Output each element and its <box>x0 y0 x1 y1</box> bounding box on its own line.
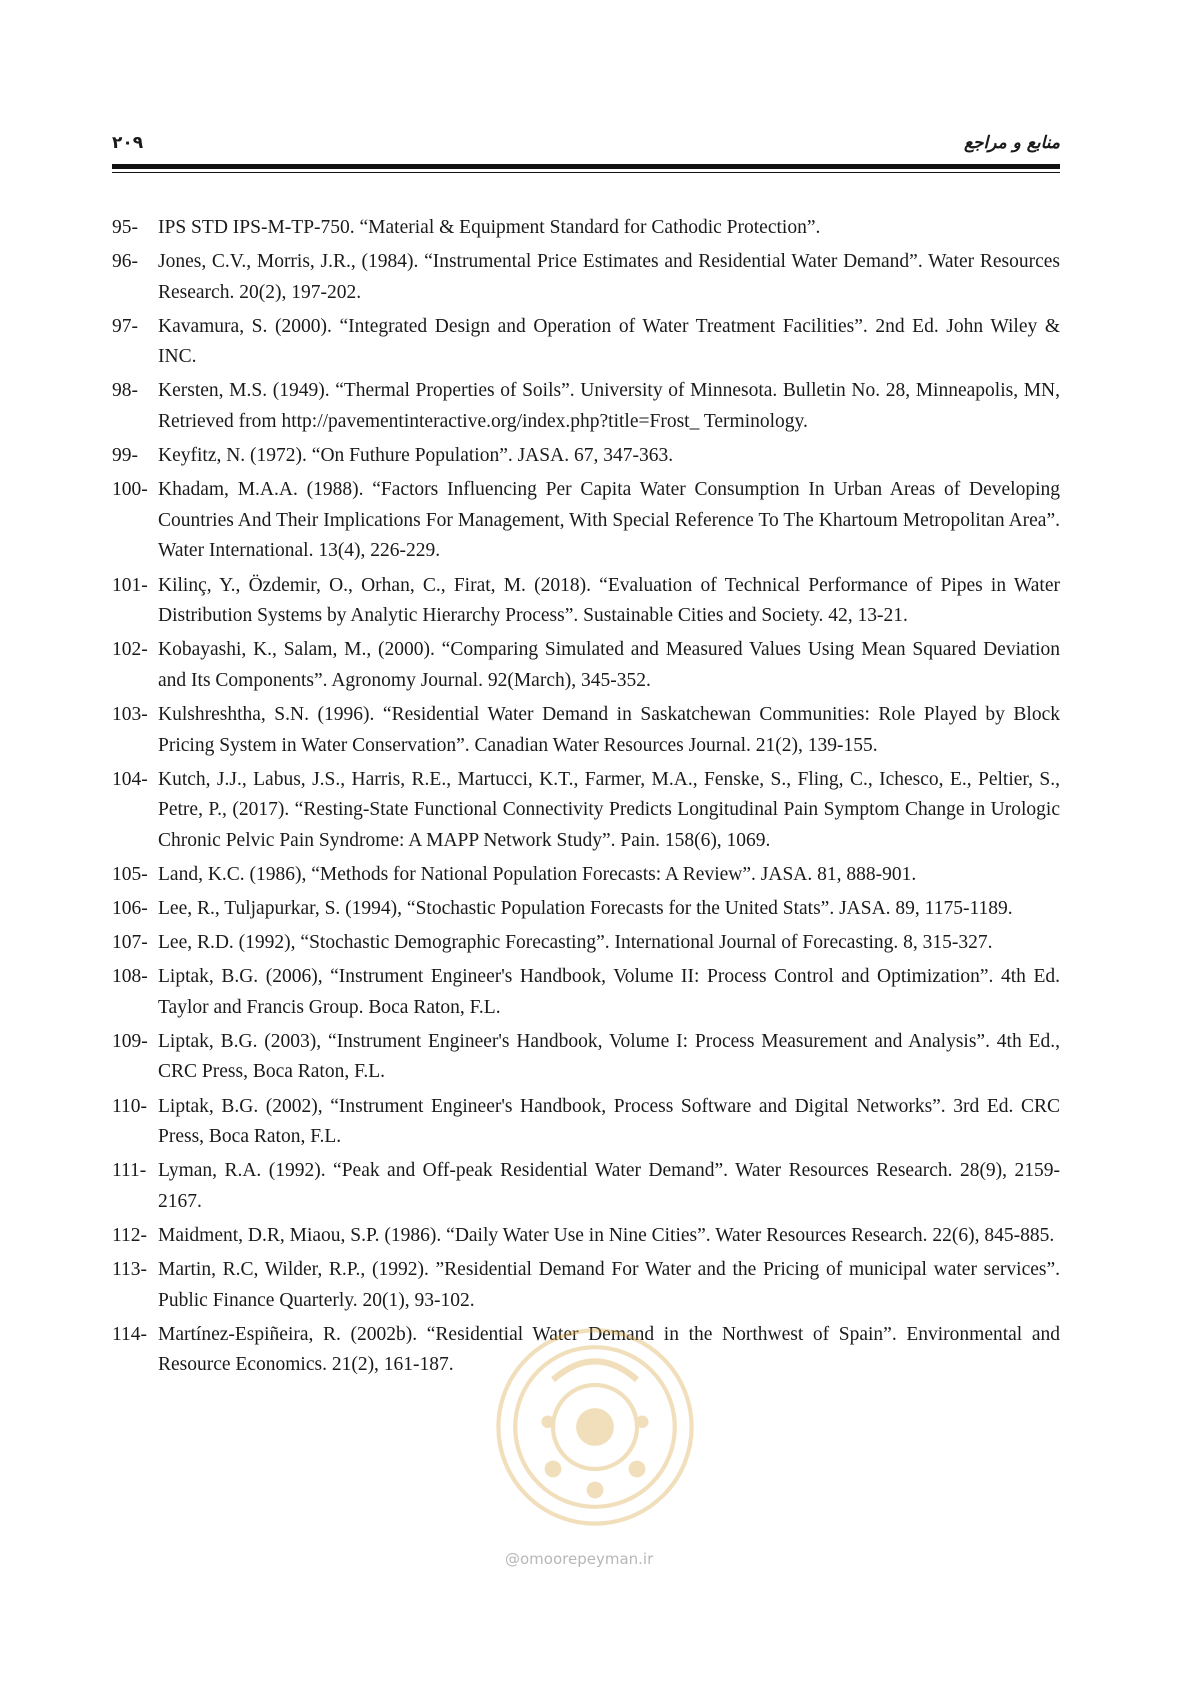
reference-item <box>112 571 1060 632</box>
reference-number: 102- <box>112 639 148 661</box>
watermark-url-text: omoorepeyman.ir <box>520 1550 654 1568</box>
reference-number: 108- <box>112 966 148 988</box>
reference-text: Lee, R., Tuljapurkar, S. (1994), “Stochastic Population Forecasts for the United Stats”. JASA. 89, 1175-1189. <box>158 897 1013 919</box>
reference-text: IPS STD IPS-M-TP-750. “Material & Equipment Standard for Cathodic Protection”. <box>158 217 821 238</box>
reference-text: Kutch, J.J., Labus, J.S., Harris, R.E., Martucci, K.T., Farmer, M.A., Fenske, S., Fling, C., Ichesco, E., Peltier, S., Petre, P., (2017). “Resting-State Functional Connectivity Predicts Longitudinal Pain Symptom Change in Urologic Chronic Pelvic Pain Syndrome: A MAPP Network Study”. Pain. 158(6), 1069. <box>158 768 1060 851</box>
reference-number: 104- <box>112 768 148 790</box>
reference-number: 110- <box>112 1095 148 1117</box>
reference-number: 96- <box>112 251 138 273</box>
reference-text: Liptak, B.G. (2003), “Instrument Engineer's Handbook, Volume I: Process Measurement and Analysis”. 4th Ed., CRC Press, Boca Raton, F.L. <box>158 1030 1060 1083</box>
reference-item <box>112 860 1060 891</box>
reference-item <box>112 1255 1060 1316</box>
reference-number: 109- <box>112 1030 148 1052</box>
reference-number: 95- <box>112 217 138 238</box>
reference-item <box>112 962 1060 1023</box>
reference-item <box>112 213 1060 244</box>
reference-item <box>112 247 1060 308</box>
reference-text: Kavamura, S. (2000). “Integrated Design and Operation of Water Treatment Facilities”. 2nd Ed. John Wiley & INC. <box>158 315 1060 368</box>
reference-list <box>112 213 1060 1384</box>
reference-number: 106- <box>112 897 148 919</box>
reference-item <box>112 1221 1060 1252</box>
reference-item <box>112 376 1060 437</box>
page-header <box>112 133 1060 155</box>
reference-item <box>112 894 1060 925</box>
reference-item <box>112 1027 1060 1088</box>
reference-text: Khadam, M.A.A. (1988). “Factors Influencing Per Capita Water Consumption In Urban Areas of Developing Countries And Their Implications For Management, With Special Reference To The Khartoum Metropolitan Area”. Water International. 13(4), 226-229. <box>158 479 1060 562</box>
reference-text: Maidment, D.R, Miaou, S.P. (1986). “Daily Water Use in Nine Cities”. Water Resources Research. 22(6), 845-885. <box>158 1224 1055 1246</box>
reference-number: 114- <box>112 1323 148 1345</box>
reference-item <box>112 475 1060 567</box>
reference-item <box>112 1092 1060 1153</box>
reference-number: 111- <box>112 1160 147 1182</box>
reference-number: 97- <box>112 315 138 337</box>
reference-item <box>112 635 1060 696</box>
reference-number: 105- <box>112 863 148 885</box>
reference-text: Martínez-Espiñeira, R. (2002b). “Residential Water Demand in the Northwest of Spain”. Environmental and Resource Economics. 21(2), 161-187. <box>158 1323 1060 1376</box>
header-rule-thin <box>112 172 1060 173</box>
reference-item <box>112 765 1060 857</box>
reference-text: Land, K.C. (1986), “Methods for National Population Forecasts: A Review”. JASA. 81, 888-901. <box>158 863 917 885</box>
reference-text: Liptak, B.G. (2006), “Instrument Engineer's Handbook, Volume II: Process Control and Optimization”. 4th Ed. Taylor and Francis Group. Boca Raton, F.L. <box>158 966 1060 1018</box>
reference-text: Liptak, B.G. (2002), “Instrument Engineer's Handbook, Process Software and Digital Networks”. 3rd Ed. CRC Press, Boca Raton, F.L. <box>158 1095 1060 1148</box>
reference-number: 112- <box>112 1224 148 1246</box>
watermark-url <box>505 1550 653 1568</box>
reference-text: Kilinç, Y., Özdemir, O., Orhan, C., Firat, M. (2018). “Evaluation of Technical Performance of Pipes in Water Distribution Systems by Analytic Hierarchy Process”. Sustainable Cities and Society. 42, 13-21. <box>158 574 1060 627</box>
reference-number: 113- <box>112 1259 148 1280</box>
reference-number: 101- <box>112 574 148 596</box>
at-icon: @ <box>505 1550 520 1568</box>
reference-text: Jones, C.V., Morris, J.R., (1984). “Instrumental Price Estimates and Residential Water Demand”. Water Resources Research. 20(2), 197-202. <box>158 251 1060 303</box>
running-title: منابع و مراجع <box>963 133 1060 153</box>
page-number: ۲۰۹ <box>112 133 144 153</box>
reference-item <box>112 312 1060 373</box>
reference-number: 99- <box>112 445 138 467</box>
header-rule-thick <box>112 164 1060 169</box>
reference-text: Martin, R.C, Wilder, R.P., (1992). ”Residential Demand For Water and the Pricing of municipal water services”. Public Finance Quarterly. 20(1), 93-102. <box>158 1259 1060 1311</box>
reference-number: 98- <box>112 380 138 402</box>
reference-text: Lee, R.D. (1992), “Stochastic Demographic Forecasting”. International Journal of Forecasting. 8, 315-327. <box>158 932 993 954</box>
reference-text: Keyfitz, N. (1972). “On Futhure Population”. JASA. 67, 347-363. <box>158 445 674 467</box>
reference-item <box>112 700 1060 761</box>
publisher-seal-watermark <box>490 1322 700 1532</box>
reference-item <box>112 928 1060 959</box>
reference-number: 100- <box>112 479 148 501</box>
reference-text: Kobayashi, K., Salam, M., (2000). “Comparing Simulated and Measured Values Using Mean Squared Deviation and Its Components”. Agronomy Journal. 92(March), 345-352. <box>158 639 1060 691</box>
reference-item <box>112 1156 1060 1217</box>
reference-text: Kulshreshtha, S.N. (1996). “Residential Water Demand in Saskatchewan Communities: Role Played by Block Pricing System in Water Conservation”. Canadian Water Resources Journal. 21(2), 139-155. <box>158 703 1060 756</box>
reference-item <box>112 441 1060 472</box>
reference-text: Kersten, M.S. (1949). “Thermal Properties of Soils”. University of Minnesota. Bulletin No. 28, Minneapolis, MN, Retrieved from http://pavementinteractive.org/index.php?title=Frost_ Terminology. <box>158 380 1060 433</box>
reference-number: 107- <box>112 932 148 954</box>
reference-number: 103- <box>112 703 148 725</box>
reference-text: Lyman, R.A. (1992). “Peak and Off-peak Residential Water Demand”. Water Resources Research. 28(9), 2159-2167. <box>158 1160 1060 1212</box>
